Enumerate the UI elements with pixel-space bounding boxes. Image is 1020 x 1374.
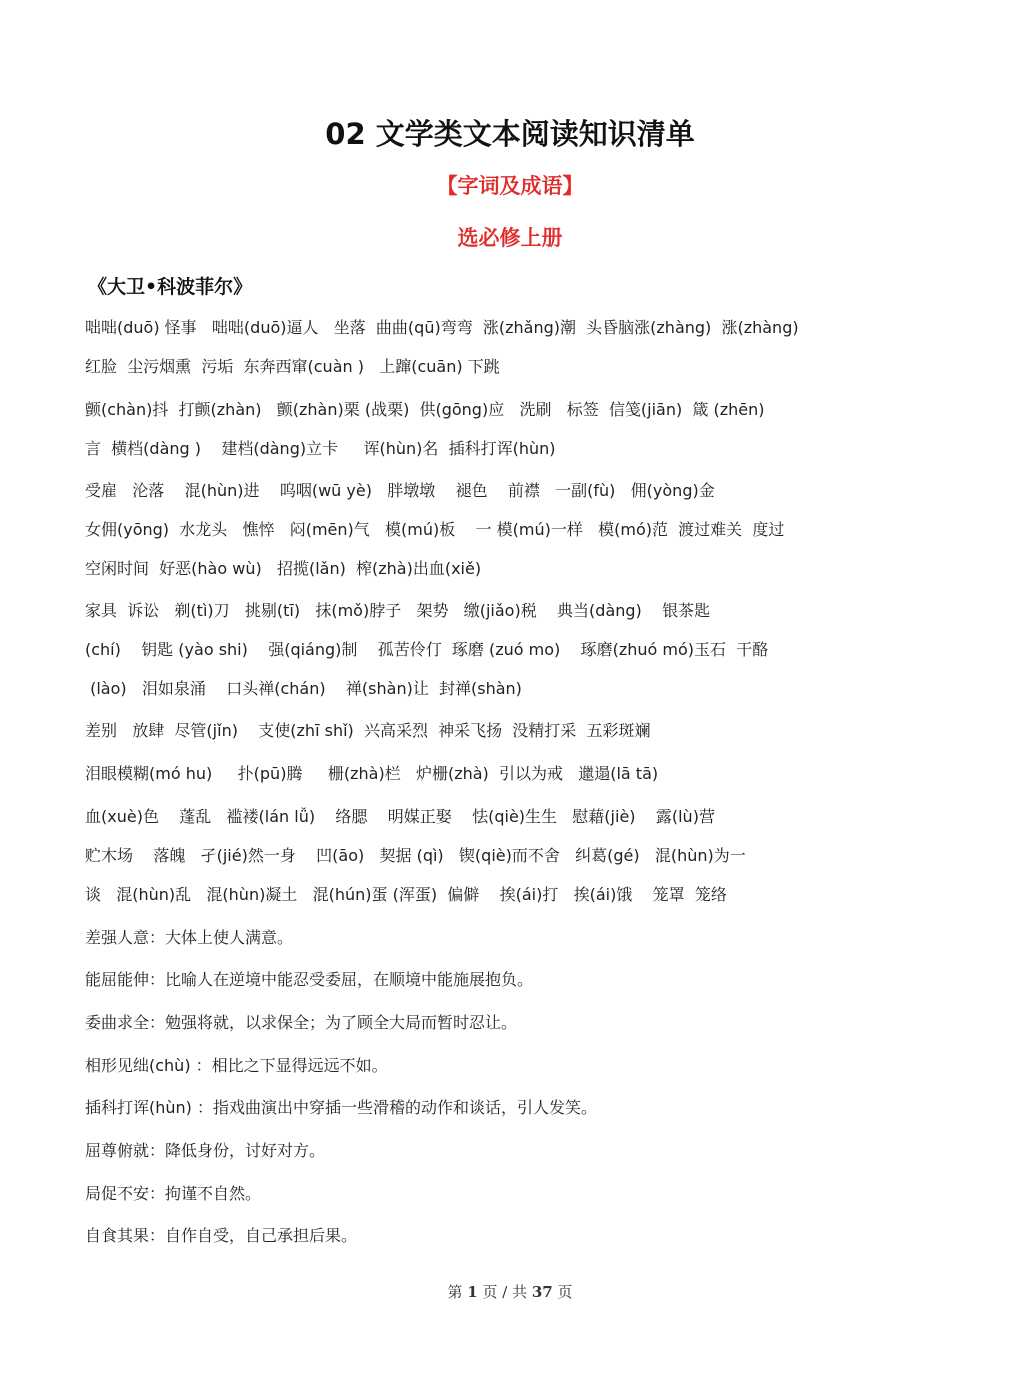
footer-prefix: 第	[447, 1283, 463, 1301]
subtitle-volume: 选必修上册	[457, 226, 563, 250]
word-line: 差别 放肆 尽管(jǐn) 支使(zhī shǐ) 兴高采烈 神采飞扬 没精打采 五彩斑斓	[85, 721, 651, 740]
footer-suffix: 页	[557, 1283, 573, 1301]
word-line: 谈 混(hùn)乱 混(hùn)凝土 混(hún)蛋 (浑蛋) 偏僻 挨(ái)打 挨(ái)饿 笼罩 笼络	[85, 885, 727, 904]
idiom-definition: 屈尊俯就：降低身份，讨好对方。	[85, 1141, 326, 1160]
word-line: 颤(chàn)抖 打颤(zhàn) 颤(zhàn)栗 (战栗) 供(gōng)应 洗刷 标签 信笺(jiān) 箴 (zhēn)	[85, 400, 765, 419]
word-line: 泪眼模糊(mó hu) 扑(pū)腾 栅(zhà)栏 炉栅(zhà) 引以为戒 邋遢(lā tā)	[85, 764, 659, 783]
idiom-definition: 委曲求全：勉强将就，以求保全；为了顾全大局而暂时忍让。	[85, 1013, 518, 1032]
word-line: 家具 诉讼 剃(tì)刀 挑剔(tī) 抹(mǒ)脖子 架势 缴(jiǎo)税 典当(dàng) 银茶匙	[85, 601, 711, 620]
word-line: 血(xuè)色 蓬乱 褴褛(lán lǚ) 络腮 明媒正娶 怯(qiè)生生 慰藉(jiè) 露(lù)营	[85, 807, 715, 826]
word-line: 言 横档(dàng ) 建档(dàng)立卡 诨(hùn)名 插科打诨(hùn)	[85, 439, 556, 458]
idiom-definition: 差强人意：大体上使人满意。	[85, 928, 294, 947]
total-pages: 37	[531, 1283, 553, 1301]
word-line: (lào) 泪如泉涌 口头禅(chán) 禅(shàn)让 封禅(shàn)	[85, 679, 522, 698]
idiom-definition: 插科打诨(hùn) ：指戏曲演出中穿插一些滑稽的动作和谈话，引人发笑。	[85, 1098, 597, 1117]
word-line: (chí) 钥匙 (yào shi) 强(qiáng)制 孤苦伶仃 琢磨 (zuó mo) 琢磨(zhuó mó)玉石 干酪	[85, 640, 769, 659]
word-line: 女佣(yōng) 水龙头 憔悴 闷(mēn)气 模(mú)板 一 模(mú)一样 模(mó)范 渡过难关 度过	[85, 520, 785, 539]
page-footer	[0, 1281, 1020, 1302]
idiom-definition: 自食其果：自作自受，自己承担后果。	[85, 1226, 358, 1245]
footer-mid: 页 / 共	[482, 1283, 528, 1301]
section-heading: 《大卫•科波菲尔》	[88, 276, 253, 298]
page-title: 02 文学类文本阅读知识清单	[325, 117, 695, 151]
current-page-number: 1	[467, 1283, 478, 1301]
idiom-definition: 能屈能伸：比喻人在逆境中能忍受委屈，在顺境中能施展抱负。	[85, 970, 534, 989]
idiom-definition: 局促不安：拘谨不自然。	[85, 1184, 262, 1203]
word-line: 受雇 沦落 混(hùn)进 呜咽(wū yè) 胖墩墩 褪色 前襟 一副(fù) 佣(yòng)金	[85, 481, 715, 500]
idiom-definition: 相形见绌(chù) ：相比之下显得远远不如。	[85, 1056, 388, 1075]
word-line: 红脸 尘污烟熏 污垢 东奔西窜(cuàn ) 上蹿(cuān) 下跳	[85, 357, 500, 376]
word-line: 咄咄(duō) 怪事 咄咄(duō)逼人 坐落 曲曲(qū)弯弯 涨(zhǎng)潮 头昏脑涨(zhàng) 涨(zhàng)	[85, 318, 799, 337]
word-line: 贮木场 落魄 孑(jié)然一身 凹(āo) 契据 (qì) 锲(qiè)而不舍 纠葛(gé) 混(hùn)为一	[85, 846, 746, 865]
word-line: 空闲时间 好恶(hào wù) 招揽(lǎn) 榨(zhà)出血(xiě)	[85, 559, 482, 578]
subtitle-category: 【字词及成语】	[436, 174, 584, 198]
